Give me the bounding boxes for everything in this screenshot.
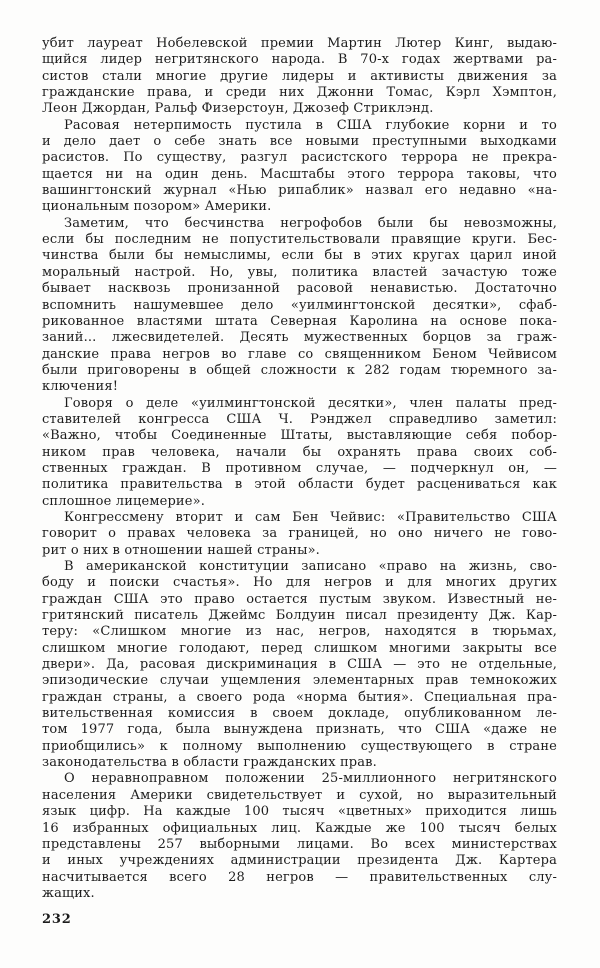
text-line: политика правительства в этой области будет расцениваться как	[42, 477, 557, 493]
text-line: чинства были бы немыслимы, если бы в этих кругах царил иной	[42, 248, 557, 264]
text-line: Заметим, что бесчинства негрофобов были бы невозможны,	[64, 215, 557, 231]
paragraph	[42, 771, 557, 902]
text-line: населения Америки свидетельствует и сухой, но выразительный	[42, 787, 557, 803]
text-line: Расовая нетерпимость пустила в США глубокие корни и то	[64, 117, 557, 133]
text-line: В американской конституции записано «право на жизнь, сво-	[64, 559, 557, 574]
text-line: Леон Джордан, Ральф Физерстоун, Джозеф Стриклэнд.	[42, 101, 434, 117]
text-line: и дело дает о себе знать все новыми преступными выходками	[42, 134, 557, 150]
text-line: были приговорены в общей сложности к 282 годам тюремного за-	[42, 362, 557, 378]
text-line: 16 избранных официальных лиц. Каждые же 100 тысяч белых	[42, 820, 557, 836]
text-line: гритянский писатель Джеймс Болдуин писал президенту Дж. Кар-	[42, 608, 557, 624]
text-line: Конгрессмену вторит и сам Бен Чейвис: «Правительство США	[64, 509, 557, 525]
text-line: Говоря о деле «уилмингтонской десятки», член палаты пред-	[64, 395, 557, 411]
text-line: если бы последним не попустительствовали правящие круги. Бес-	[42, 232, 557, 248]
paragraph-continued	[42, 36, 557, 118]
text-line: и иных учреждениях администрации президента Дж. Картера	[42, 853, 557, 869]
text-line: двери». Да, расовая дискриминация в США — это не отдельные,	[42, 657, 557, 673]
text-line: ником прав человека, начали бы охранять права своих соб-	[42, 444, 557, 460]
text-line: рит о них в отношении нашей страны».	[42, 542, 320, 558]
text-line: щийся лидер негритянского народа. В 70-х годах жертвами ра-	[42, 52, 557, 68]
text-line: жащих.	[42, 885, 95, 901]
text-line: рикованное властями штата Северная Каролина на основе пока-	[42, 313, 557, 329]
paragraph	[42, 118, 557, 216]
text-line: ставителей конгресса США Ч. Рэнджел справедливо заметил:	[42, 411, 557, 427]
text-line: граждан США это право остается пустым звуком. Известный не-	[42, 591, 557, 607]
text-line: эпизодические случаи ущемления элементарных прав темнокожих	[42, 673, 557, 689]
text-line: моральный настрой. Но, увы, политика властей зачастую тоже	[42, 264, 557, 280]
text-line: граждан страны, а своего рода «норма бытия». Специальная пра-	[42, 689, 557, 705]
text-line: боду и поиски счастья». Но для негров и для многих других	[42, 575, 557, 591]
text-line: вашингтонский журнал «Нью рипаблик» назвал его недавно «на-	[42, 183, 557, 199]
text-line: говорит о правах человека за границей, но оно ничего не гово-	[42, 526, 557, 542]
text-line: приобщились» к полному выполнению существующего в стране	[42, 738, 557, 754]
paragraph	[42, 216, 557, 396]
text-line: расистов. По существу, разгул расистского террора не прекра-	[42, 150, 557, 166]
text-line: убит лауреат Нобелевской премии Мартин Лютер Кинг, выдаю-	[42, 36, 557, 51]
paragraph	[42, 396, 557, 510]
text-line: теру: «Слишком многие из нас, негров, находятся в тюрьмах,	[42, 624, 557, 640]
text-line: вительственная комиссия в своем докладе, опубликованном ле-	[42, 706, 557, 722]
text-line: бывает насквозь пронизанной расовой ненавистью. Достаточно	[42, 281, 557, 297]
text-line: представлены 257 выборными лицами. Во всех министерствах	[42, 836, 557, 852]
text-line: заний... лжесвидетелей. Десять мужественных борцов за граж-	[42, 330, 557, 346]
text-line: слишком многие голодают, перед слишком многими закрыты все	[42, 640, 557, 656]
text-line: О неравноправном положении 25-миллионного негритянского	[64, 771, 557, 787]
paragraph	[42, 559, 557, 771]
text-line: законодательства в области гражданских прав.	[42, 755, 377, 771]
text-line: ственных граждан. В противном случае, — подчеркнул он, —	[42, 460, 557, 476]
text-line: вспомнить нашумевшее дело «уилмингтонской десятки», сфаб-	[42, 297, 557, 313]
text-line: данские права негров во главе со священником Беном Чейвисом	[42, 346, 557, 362]
page-number: 232	[42, 912, 72, 928]
text-line: щается ни на один день. Масштабы этого террора таковы, что	[42, 166, 557, 182]
text-line: гражданские права, и среди них Джонни Томас, Кэрл Хэмптон,	[42, 85, 557, 101]
text-line: язык цифр. На каждые 100 тысяч «цветных» приходится лишь	[42, 804, 557, 820]
text-line: систов стали многие другие лидеры и активисты движения за	[42, 68, 557, 84]
paragraph	[42, 510, 557, 559]
text-line: сплошное лицемерие».	[42, 493, 205, 509]
text-line: ключения!	[42, 379, 119, 395]
text-line: «Важно, чтобы Соединенные Штаты, выставляющие себя побор-	[42, 428, 557, 444]
text-line: насчитывается всего 28 негров — правительственных слу-	[42, 869, 557, 885]
text-line: том 1977 года, была вынуждена признать, что США «даже не	[42, 722, 557, 738]
text-line: циональным позором» Америки.	[42, 199, 272, 215]
